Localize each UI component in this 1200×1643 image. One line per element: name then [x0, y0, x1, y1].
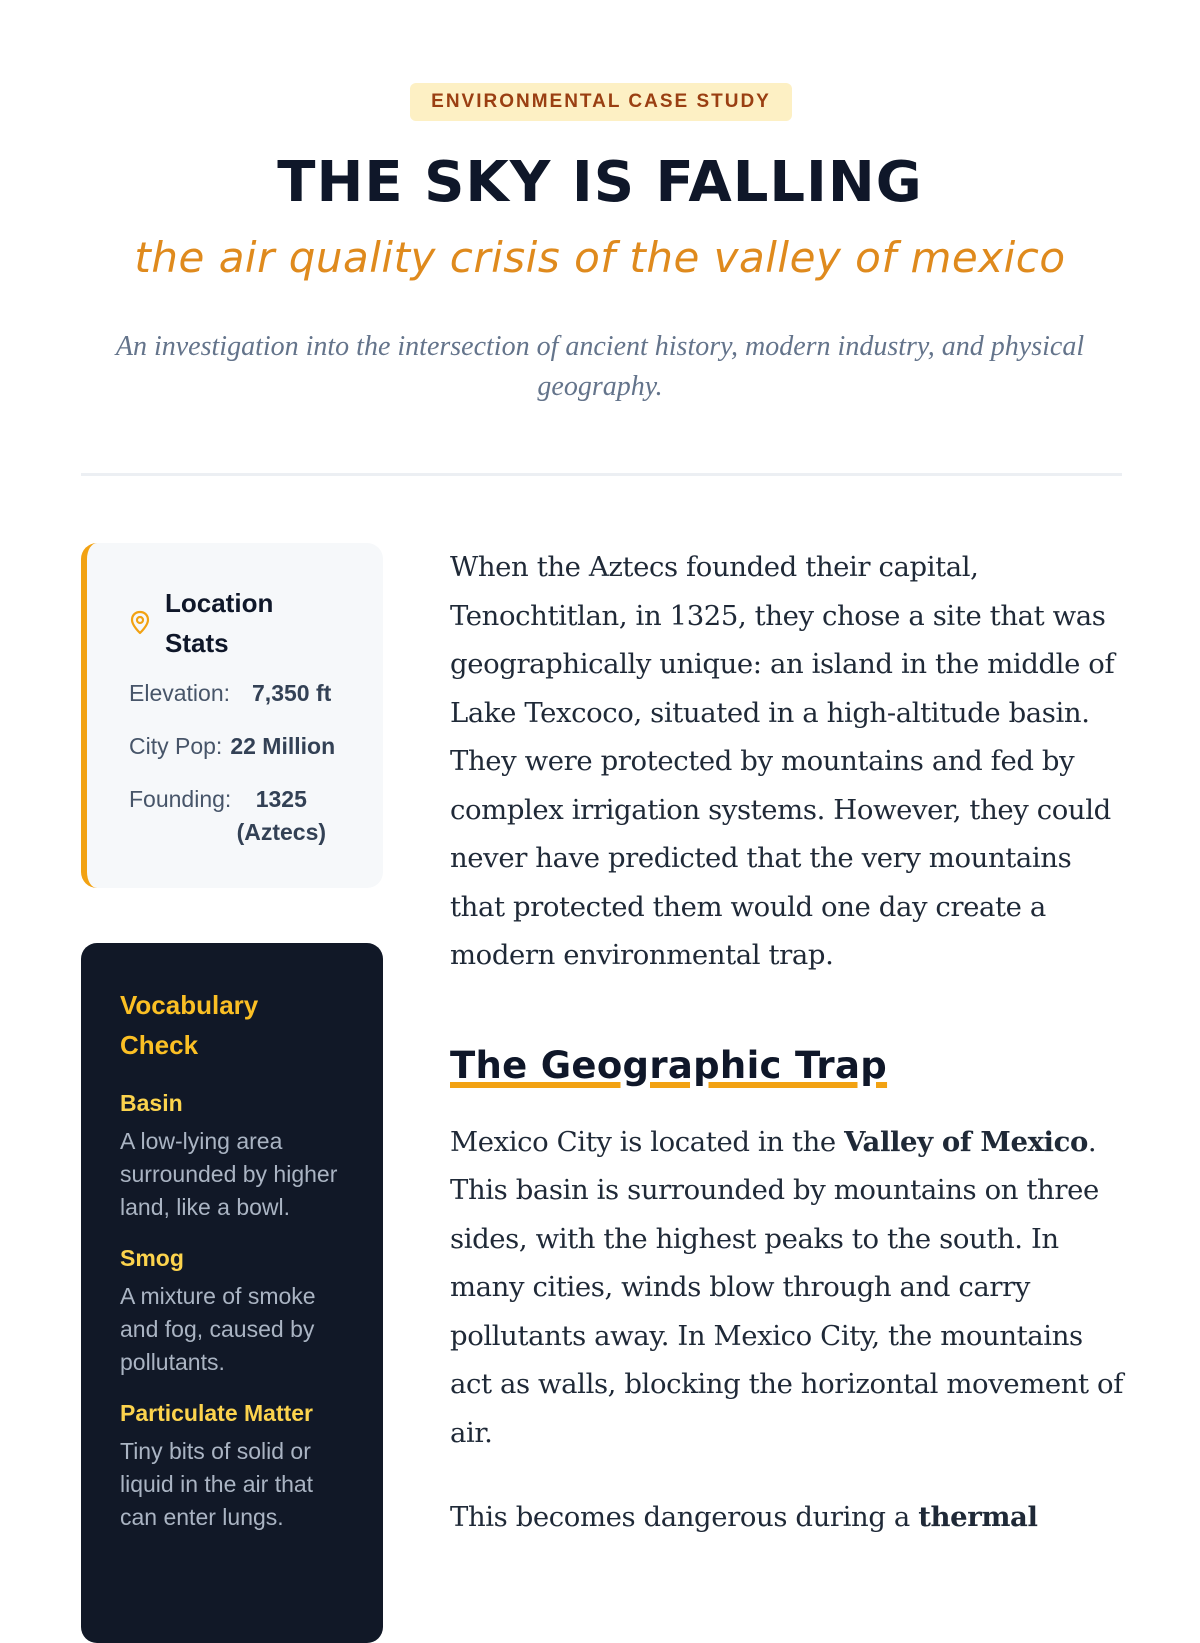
- stat-label: Elevation:: [129, 680, 231, 706]
- vocab-term: Basin: [120, 1090, 183, 1116]
- stat-value: 22 Million: [230, 733, 336, 759]
- vocab-definition: A low-lying area surrounded by higher land, like a bowl.: [120, 1128, 338, 1220]
- vocab-definition: A mixture of smoke and fog, caused by pollutants.: [120, 1283, 316, 1375]
- divider: [81, 473, 1122, 476]
- vocab-term: Particulate Matter: [120, 1400, 314, 1426]
- body-paragraph: [450, 1118, 1130, 1458]
- body-paragraph: [450, 1493, 1130, 1542]
- stat-value: 1325 (Aztecs): [236, 786, 327, 845]
- stats-title: Location Stats: [165, 588, 274, 658]
- emphasis: Valley of Mexico: [844, 1125, 1088, 1158]
- section-heading: The Geographic Trap: [450, 1043, 888, 1087]
- stat-label: City Pop:: [129, 733, 223, 759]
- stat-value: 7,350 ft: [252, 680, 332, 706]
- text-span: . This basin is surrounded by mountains on three sides, with the highest peaks to the south. In many cities, winds blow through and carry pollutants away. In Mexico City, the mountains act as walls, blocking the horizontal movement of air.: [450, 1125, 1123, 1449]
- stat-row-population: [129, 730, 363, 763]
- lede: An investigation into the intersection of ancient history, modern industry, and physical geography.: [115, 331, 1085, 402]
- map-pin-icon: [129, 610, 151, 636]
- intro-paragraph: When the Aztecs founded their capital, Tenochtitlan, in 1325, they chose a site that was geographically unique: an island in the middle of Lake Texcoco, situated in a high-altitude basin. They were protected by mountains and fed by complex irrigation systems. However, they could never have predicted that the very mountains that protected them would one day create a modern environmental trap.: [450, 551, 1115, 971]
- vocab-term: Smog: [120, 1245, 184, 1271]
- page-subtitle: the air quality crisis of the valley of mexico: [134, 233, 1066, 282]
- vocabulary-card: [81, 943, 383, 1643]
- article-body: [450, 543, 1130, 1542]
- location-stats-card: [81, 543, 383, 888]
- vocab-title: Vocabulary Check: [120, 990, 259, 1060]
- stat-label: Founding:: [129, 786, 232, 812]
- page-title: THE SKY IS FALLING: [277, 150, 923, 215]
- emphasis: thermal: [918, 1501, 1038, 1533]
- vocab-definition: Tiny bits of solid or liquid in the air that can enter lungs.: [120, 1438, 314, 1530]
- stats-header: [129, 583, 363, 663]
- category-badge: ENVIRONMENTAL CASE STUDY: [410, 83, 792, 121]
- text-span: This becomes dangerous during a: [450, 1501, 919, 1533]
- stat-row-founding: [129, 783, 363, 849]
- text-span: Mexico City is located in the: [450, 1125, 845, 1158]
- stat-row-elevation: [129, 677, 363, 710]
